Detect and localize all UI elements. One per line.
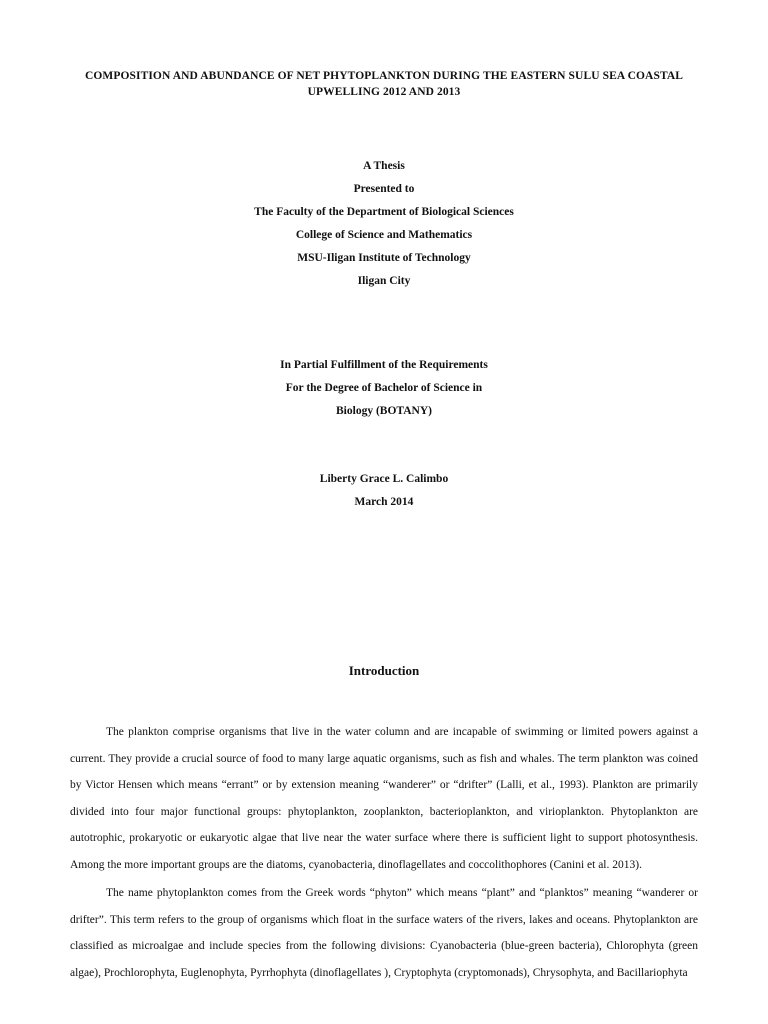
fulfillment-line-2: For the Degree of Bachelor of Science in [285,382,483,394]
body-paragraph-1: The plankton comprise organisms that live in the water column and are incapable of swimming or limited powers against a current. They provide a crucial source of food to many large aquatic organisms, such as fish and whales. The term plankton was coined by Victor Hensen which means “errant” or by extension meaning “wanderer” or “drifter” (Lalli, et al., 1993). Plankton are primarily divided into four major functional groups: phytoplankton, zooplankton, bacterioplankton, and virioplankton. Phytoplankton are autotrophic, prokaryotic or eukaryotic algae that live near the water surface where there is sufficient light to support photosynthesis. Among the more important groups are the diatoms, cyanobacteria, dinoflagellates and coccolithophores (Canini et al. 2013). [70,726,698,871]
college-line: College of Science and Mathematics [295,229,473,241]
introduction-heading: Introduction [348,663,420,678]
degree-line: Biology (BOTANY) [336,405,432,417]
submission-date: March 2014 [354,496,414,508]
thesis-title [70,0,698,100]
institute-line: MSU-Iligan Institute of Technology [297,252,471,264]
thesis-label: A Thesis [363,160,405,172]
body-paragraph-2: The name phytoplankton comes from the Greek words “phyton” which means “plant” and “planktos” meaning “wanderer or drifter”. This term refers to the group of organisms which float in the surface waters of the rivers, lakes and oceans. Phytoplankton are classified as microalgae and include species from the following divisions: Cyanobacteria (blue-green bacteria), Chlorophyta (green algae), Prochlorophyta, Euglenophyta, Pyrrhophyta (dinoflagellates ), Cryptophyta (cryptomonads), Chrysophyta, and Bacillariophyta [70,887,698,979]
author-block [70,468,698,514]
thesis-presentation-block [70,155,698,293]
thesis-title-line-1: COMPOSITION AND ABUNDANCE OF NET PHYTOPLANKTON DURING THE EASTERN SULU SEA COASTAL [84,70,684,82]
thesis-title-line-2: UPWELLING 2012 AND 2013 [307,86,461,98]
presented-to-label: Presented to [353,183,415,195]
fulfillment-line-1: In Partial Fulfillment of the Requirements [280,359,488,371]
faculty-line: The Faculty of the Department of Biological Sciences [254,206,514,218]
author-name: Liberty Grace L. Calimbo [319,473,449,485]
city-line: Iligan City [357,275,411,287]
fulfillment-block [70,354,698,423]
